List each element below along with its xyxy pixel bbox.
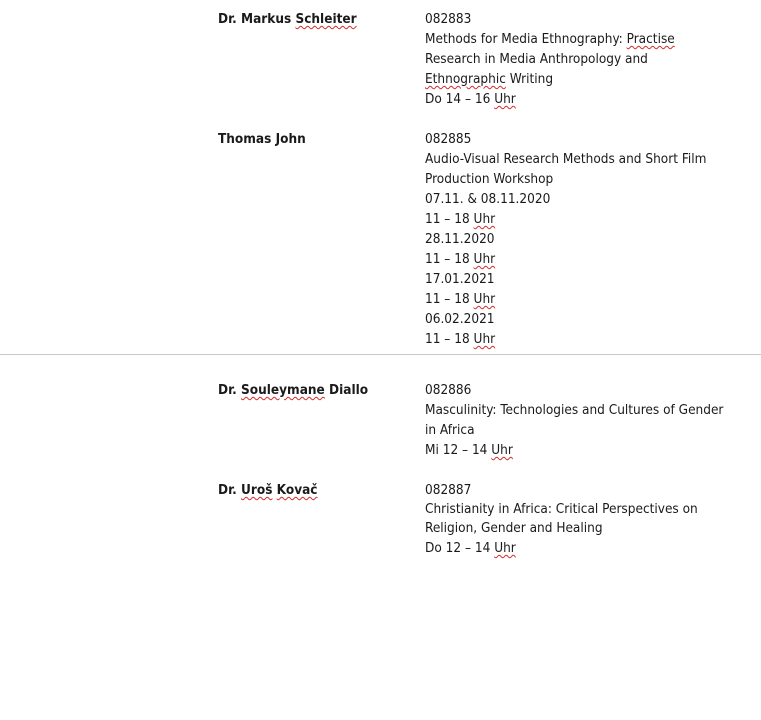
spellcheck-flag: Uhr [473,291,496,307]
course-schedule-line: 11 – 18 Uhr [425,291,496,307]
course-details [425,480,725,558]
spellcheck-flag: Uhr [494,540,516,556]
course-number: 082886 [425,382,472,398]
course-title: Audio-Visual Research Methods and Short Film Production Workshop [425,151,707,187]
course-number: 082887 [425,482,472,498]
lecturer-name: Dr. Markus Schleiter [218,11,357,27]
course-schedule-line: 11 – 18 Uhr [425,331,496,347]
course-schedule-line: Do 14 – 16 Uhr [425,91,516,107]
course-details [425,9,725,109]
course-title: Masculinity: Technologies and Cultures of Gender in Africa [425,402,724,438]
spellcheck-flag: Uhr [491,442,513,458]
page-break-divider [0,354,761,355]
lecturer-name: Dr. Uroš Kovač [218,482,318,498]
spellcheck-flag: Kovač [276,482,318,498]
course-title: Methods for Media Ethnography: Practise Research in Media Anthropology and Ethnographic Writing [425,31,675,87]
spellcheck-flag: Uhr [473,331,496,347]
spellcheck-flag: Uhr [473,251,496,267]
course-schedule-line: 06.02.2021 [425,311,495,327]
course-details [425,129,725,349]
course-schedule-line: 17.01.2021 [425,271,495,287]
course-schedule-line: 07.11. & 08.11.2020 [425,191,551,207]
spellcheck-flag: Practise [626,31,675,47]
spellcheck-flag: Schleiter [295,11,357,27]
course-number: 082883 [425,11,472,27]
spellcheck-flag: Souleymane [241,382,325,398]
course-schedule-line: 11 – 18 Uhr [425,251,496,267]
course-schedule-line: 11 – 18 Uhr [425,211,496,227]
spellcheck-flag: Ethnographic [425,71,506,87]
course-title: Christianity in Africa: Critical Perspectives on Religion, Gender and Healing [425,501,698,536]
spellcheck-flag: Uroš [241,482,273,498]
course-number: 082885 [425,131,472,147]
course-schedule-line: Mi 12 – 14 Uhr [425,442,513,458]
spellcheck-flag: Uhr [494,91,516,107]
course-details [425,380,725,460]
lecturer-name: Dr. Souleymane Diallo [218,382,369,398]
lecturer-name: Thomas John [218,131,306,147]
course-schedule-line: Do 12 – 14 Uhr [425,540,516,556]
course-schedule-line: 28.11.2020 [425,231,495,247]
spellcheck-flag: Uhr [473,211,496,227]
